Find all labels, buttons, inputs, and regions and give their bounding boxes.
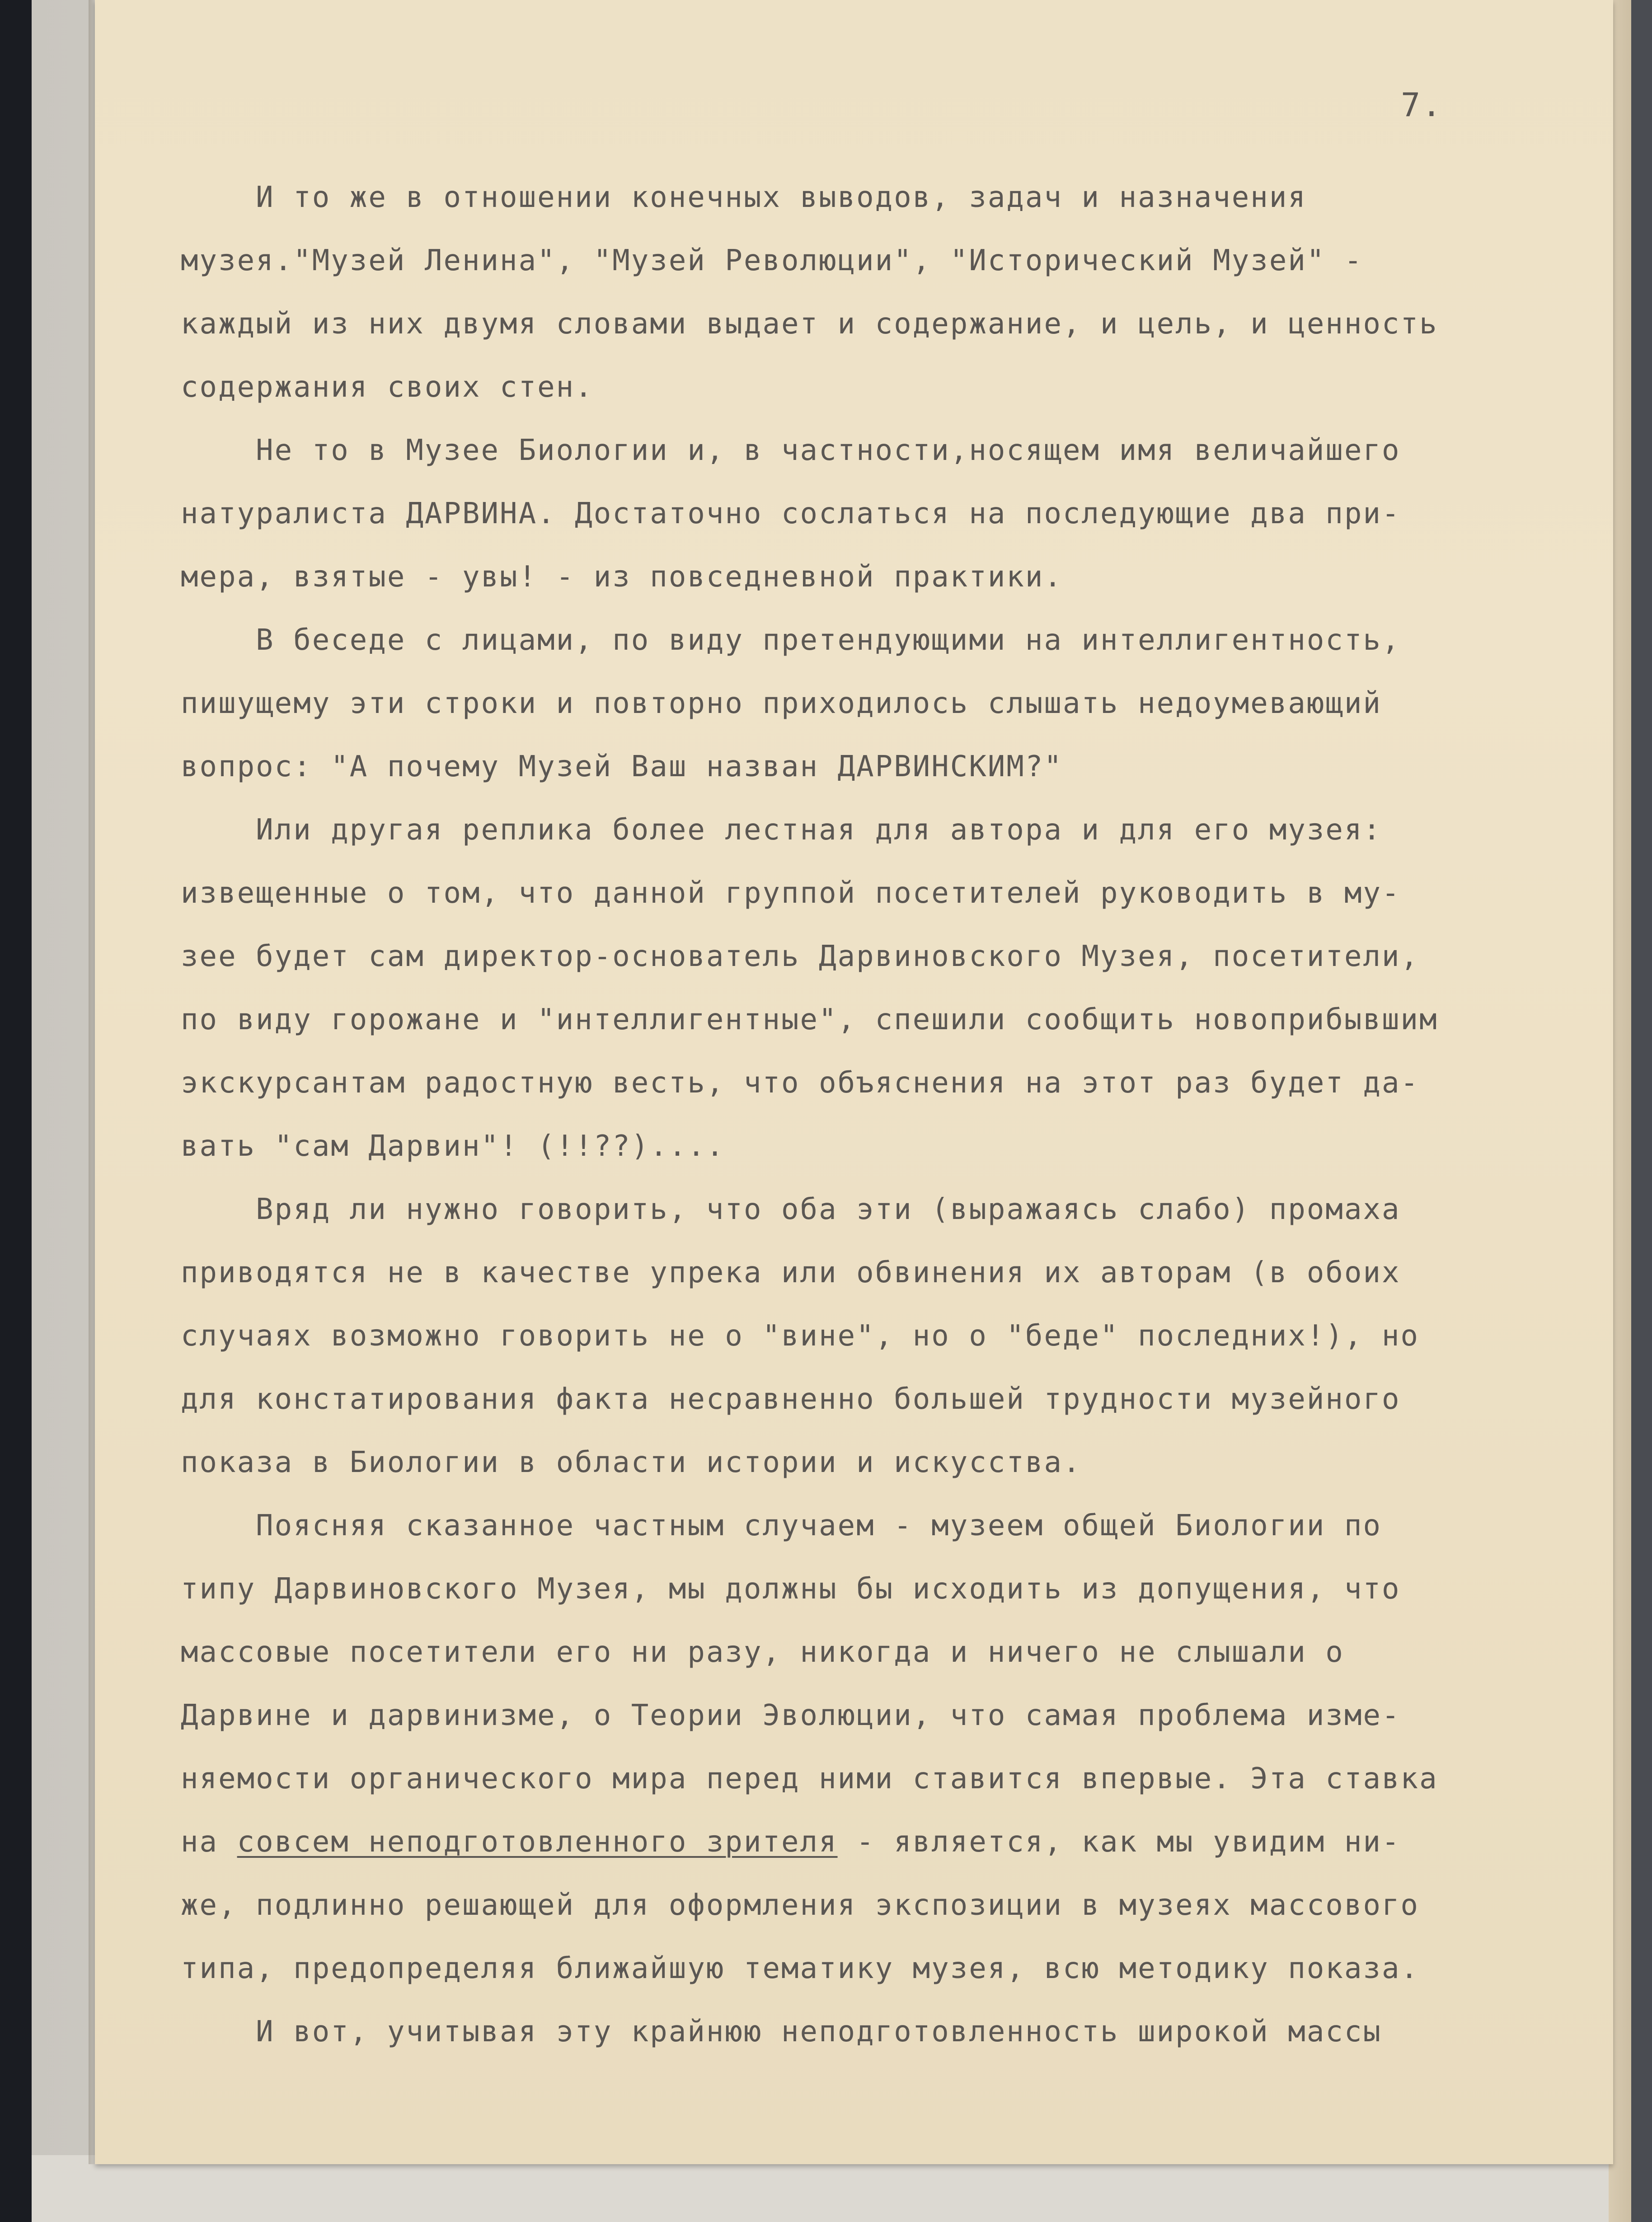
text-line: музея."Музей Ленина", "Музей Революции", "Исторический Музей" - [181, 244, 1363, 277]
text-line: типа, предопределяя ближайшую тематику музея, всю методику показа. [181, 1952, 1420, 1985]
text-suffix: - является, как мы увидим ни- [837, 1825, 1401, 1859]
text-line: приводятся не в качестве упрека или обвинения их авторам (в обоих [181, 1256, 1401, 1289]
text-line: для констатирования факта несравненно большей трудности музейного [181, 1383, 1401, 1416]
text-line: показа в Биологии в области истории и искусства. [181, 1446, 1082, 1479]
underlined-phrase: совсем неподготовленного зрителя [237, 1825, 838, 1859]
text-line: вать "сам Дарвин"! (!!??).... [181, 1130, 725, 1163]
text-line: мера, взятые - увы! - из повседневной практики. [181, 560, 1063, 594]
text-line: случаях возможно говорить не о "вине", но о "беде" последних!), но [181, 1319, 1420, 1353]
text-line: няемости органического мира перед ними ставится впервые. Эта ставка [181, 1762, 1438, 1795]
text-line: содержания своих стен. [181, 370, 594, 404]
page-number: 7. [1401, 86, 1443, 124]
folder-underlay-bottom [32, 2155, 1652, 2222]
text-line: каждый из них двумя словами выдает и содержание, и цель, и ценность [181, 307, 1438, 341]
text-line: Дарвине и дарвинизме, о Теории Эволюции, что самая проблема изме- [181, 1699, 1401, 1732]
text-line: извещенные о том, что данной группой посетителей руководить в му- [181, 877, 1401, 910]
text-line: зее будет сам директор-основатель Дарвиновского Музея, посетители, [181, 940, 1420, 973]
text-line: Вряд ли нужно говорить, что оба эти (выражаясь слабо) промаха [181, 1193, 1401, 1226]
text-line: экскурсантам радостную весть, что объяснения на этот раз будет да- [181, 1066, 1420, 1100]
text-line: В беседе с лицами, по виду претендующими на интеллигентность, [181, 623, 1401, 657]
dark-edge-strip [1631, 0, 1652, 2222]
text-line: Или другая реплика более лестная для автора и для его музея: [181, 813, 1382, 847]
text-line: Поясняя сказанное частным случаем - музеем общей Биологии по [181, 1509, 1382, 1542]
text-line-underlined [181, 1825, 1401, 1859]
text-line: по виду горожане и "интеллигентные", спешили сообщить новоприбывшим [181, 1003, 1438, 1036]
text-line: пишущему эти строки и повторно приходилось слышать недоумевающий [181, 687, 1382, 720]
text-line: Не то в Музее Биологии и, в частности,носящем имя величайшего [181, 434, 1401, 467]
text-line: же, подлинно решающей для оформления экспозиции в музеях массового [181, 1889, 1420, 1922]
text-line: И то же в отношении конечных выводов, задач и назначения [181, 181, 1307, 214]
text-line: натуралиста ДАРВИНА. Достаточно сослаться на последующие два при- [181, 497, 1401, 530]
text-line: И вот, учитывая эту крайнюю неподготовленность широкой массы [181, 2015, 1382, 2049]
text-line: типу Дарвиновского Музея, мы должны бы исходить из допущения, что [181, 1572, 1401, 1606]
text-line: массовые посетители его ни разу, никогда и ничего не слышали о [181, 1636, 1344, 1669]
text-line: вопрос: "А почему Музей Ваш назван ДАРВИНСКИМ?" [181, 750, 1063, 783]
text-prefix: на [181, 1825, 237, 1859]
